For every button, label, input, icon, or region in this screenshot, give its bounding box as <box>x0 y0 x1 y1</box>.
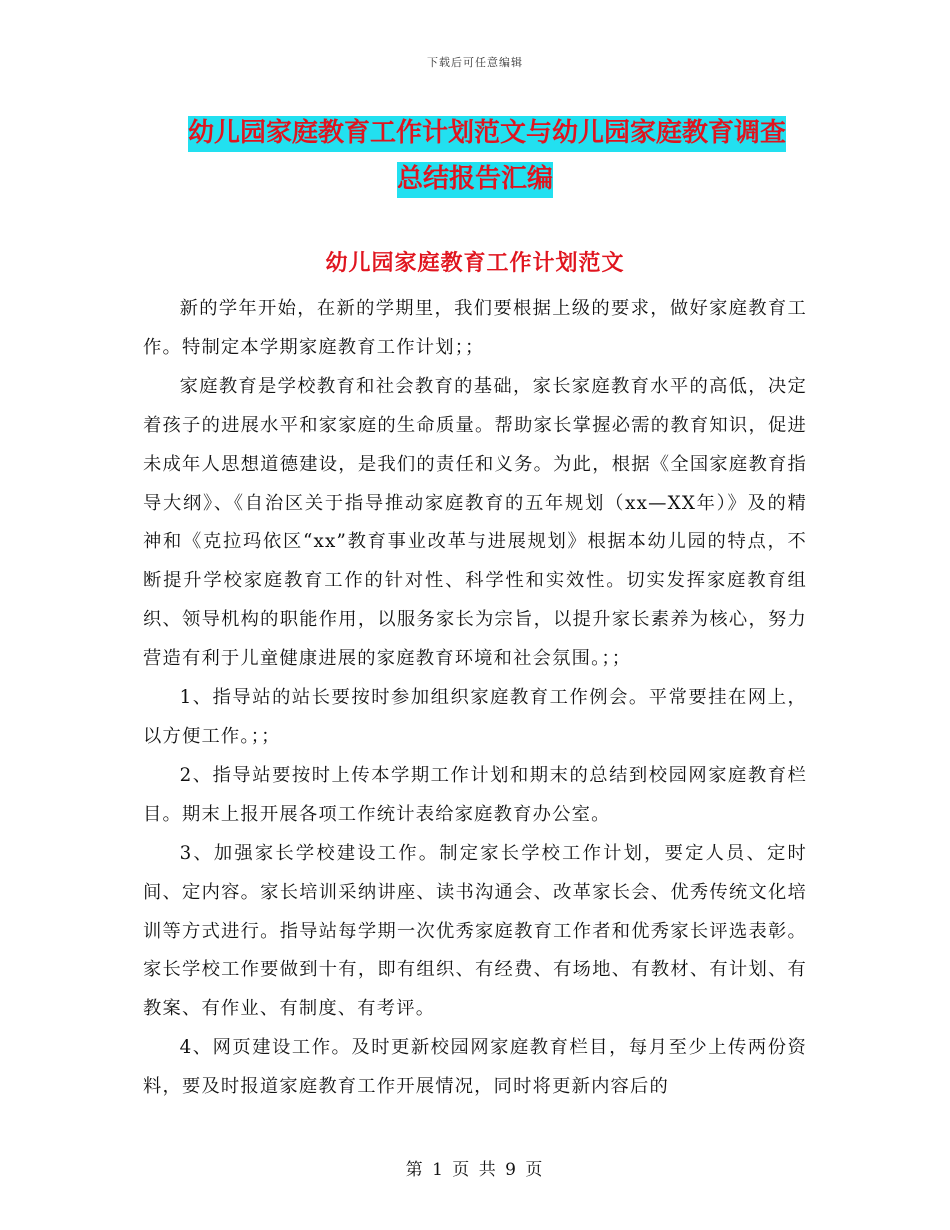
title-highlight-1: 幼儿园家庭教育工作计划范文与幼儿园家庭教育调查 <box>188 116 786 152</box>
document-title-line-2 <box>0 156 950 202</box>
document-body <box>143 290 807 1107</box>
paragraph-item-4: 4、网页建设工作。及时更新校园网家庭教育栏目，每月至少上传两份资料，要及时报道家庭教育工作开展情况，同时将更新内容后的 <box>143 1037 807 1098</box>
paragraph-background: 家庭教育是学校教育和社会教育的基础，家长家庭教育水平的高低，决定着孩子的进展水平和家家庭的生命质量。帮助家长掌握必需的教育知识，促进未成年人思想道德建设，是我们的责任和义务。为此，根据《全国家庭教育指导大纲》、《自治区关于指导推动家庭教育的五年规划（xx—XX年）》及的精神和《克拉玛依区“xx”教育事业改革与进展规划》根据本幼儿园的特点，不断提升学校家庭教育工作的针对性、科学性和实效性。切实发挥家庭教育组织、领导机构的职能作用，以服务家长为宗旨，以提升家长素养为核心，努力营造有利于儿童健康进展的家庭教育环境和社会氛围。；； <box>143 375 807 670</box>
title-highlight-2: 总结报告汇编 <box>397 162 553 198</box>
page-number: 第 1 页 共 9 页 <box>405 1160 545 1180</box>
paragraph-intro: 新的学年开始，在新的学期里，我们要根据上级的要求，做好家庭教育工作。特制定本学期家庭教育工作计划；； <box>143 298 807 358</box>
document-title <box>0 110 950 202</box>
document-title-line-1 <box>0 110 950 156</box>
paragraph-item-3: 3、加强家长学校建设工作。制定家长学校工作计划，要定人员、定时间、定内容。家长培训采纳讲座、读书沟通会、改革家长会、优秀传统文化培训等方式进行。指导站每学期一次优秀家庭教育工作者和优秀家长评选表彰。家长学校工作要做到十有，即有组织、有经费、有场地、有教材、有计划、有教案、有作业、有制度、有考评。 <box>143 842 807 1020</box>
paragraph-item-2: 2、指导站要按时上传本学期工作计划和期末的总结到校园网家庭教育栏目。期末上报开展各项工作统计表给家庭教育办公室。 <box>143 764 807 825</box>
section-title: 幼儿园家庭教育工作计划范文 <box>325 251 625 276</box>
paragraph-item-1: 1、指导站的站长要按时参加组织家庭教育工作例会。平常要挂在网上，以方便工作。；； <box>143 687 807 747</box>
header-note: 下载后可任意编辑 <box>427 56 523 69</box>
